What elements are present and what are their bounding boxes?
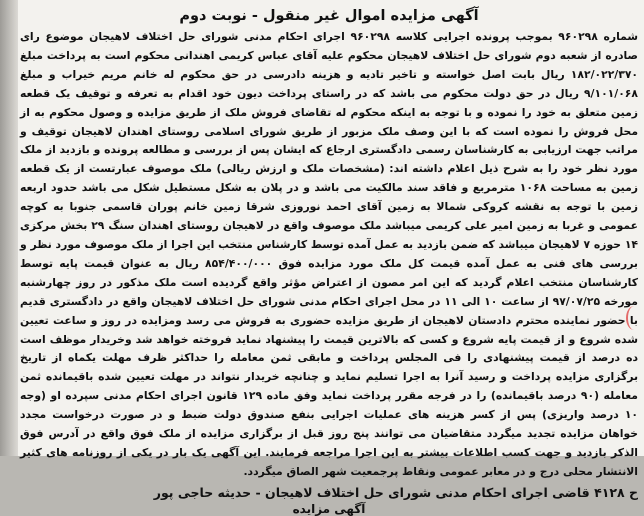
auction-notice [20, 6, 639, 516]
next-notice-cut-off-title: آگهی مزایده [292, 501, 366, 516]
notice-body: شماره ۹۶۰۲۹۸ بموجب پرونده اجرایی کلاسه ۹۶۰۲۹۸ اجرای احکام مدنی شورای حل اختلاف لاهیجان موضوع رای صادره از شعبه دوم شورای حل اختلاف لاهیجان محکوم علیه آقای عباس کریمی اهندانی محکوم است به پرداخت مبلغ ۱۸۲/۰۲۲/۳۷۰ ریال بابت اصل خواسته و تاخیر تادیه و هزینه دادرسی در حق محکوم له خانم مریم خیراب و مبلغ ۹/۱۰۱/۰۶۸ ریال در حق دولت محکوم می باشد که در راستای پرداخت دیون خود اقدام به تعرفه و توقیف یک قطعه زمین متعلق به خود را نموده و با توجه به اینکه محکوم له تقاضای فروش ملک از طریق مزایده و وصول محکوم به از محل فروش را نموده است که با این وصف ملک مزبور از طریق شورای اسلامی روستای اهندان لاهیجان توقیف و مراتب جهت ارزیابی به کارشناسان رسمی دادگستری ارجاع که ایشان پس از بررسی و مطالعه پرونده و بازدید از ملک مورد نظر خود را به شرح ذیل اعلام داشته اند: (مشخصات ملک و ارزش ریالی) ملک موصوف عبارتست از یک قطعه زمین به مساحت ۱۰۶۸ مترمربع و فاقد سند مالکیت می باشد و در پلان به شکل مستطیل شکل می باشد حدود اربعه زمین با توجه به نقشه کروکی شمالا به زمین آقای احمد نوروزی شرقا زمین خانم پوران قاسمی جنوبا به کوچه عمومی و غربا به زمین امیر علی کریمی میباشد ملک موصوف واقع در لاهیجان روستای اهندان سنگ ۲۹ بخش مرکزی ۱۴ حوزه ۷ لاهیجان میباشد که ضمن بازدید به عمل آمده توسط کارشناس منتخب این اجرا از ملک موصوف مورد نظر و بررسی های فنی به عمل آمده قیمت کل ملک مورد مزایده فوق ۸۵۴/۴۰۰/۰۰۰ ریال به عنوان قیمت پایه توسط کارشناسان منتخب اعلام گردید که این امر مصون از اعتراض مؤثر واقع گردیده است ملک مذکور در روز چهارشنبه مورخه ۹۷/۰۷/۲۵ از ساعت ۱۰ الی ۱۱ در محل اجرای احکام مدنی شورای حل اختلاف لاهیجان واقع در دادگستری قدیم با حضور نماینده محترم دادستان لاهیجان از طریق مزایده حضوری به فروش می رسد ومزایده در روز و ساعت تعیین شده شروع و از قیمت پایه شروع و کسی که بالاترین قیمت را پیشنهاد نماید فروخته خواهد شد وخریدار موظف است ده درصد از قیمت پیشنهادی را فی المجلس پرداخت و مابقی ثمن معامله را حداکثر ظرف مهلت یکماه از تاریخ برگزاری مزایده پرداخت و رسید آنرا به اجرا تسلیم نماید و چنانچه خریدار نتواند در مهلت تعیین شده باقیمانده ثمن معامله (۹۰ درصد باقیمانده) را در فرجه مقرر پرداخت نماید وفق ماده ۱۲۹ قانون اجرای احکام مدنی سپرده او (وجه ۱۰ درصد واریزی) پس از کسر هزینه های عملیات اجرایی بنفع صندوق دولت ضبط و در صورت درخواست مجدد خواهان مزایده تجدید میگردد متقاضیان می توانند پنج روز قبل از برگزاری مزایده از ملک فوق واقع در آدرس فوق الذکر بازدید و جهت کسب اطلاعات بیشتر به این اجرا مراجعه فرمایند. این آگهی یک بار در یکی از روزنامه های کثیر الانتشار محلی درج و در معابر عمومی ونقاط پرجمعیت شهر الصاق میگردد. [20, 30, 639, 478]
notice-signature: ح ۴۱۲۸ قاضی اجرای احکام مدنی شورای حل اختلاف لاهیجان - حدیثه حاجی پور [153, 484, 638, 500]
notice-title: آگهی مزایده اموال غیر منقول - نوبت دوم [179, 8, 479, 24]
page-edge-shadow [0, 0, 18, 456]
red-pen-mark [626, 306, 642, 330]
